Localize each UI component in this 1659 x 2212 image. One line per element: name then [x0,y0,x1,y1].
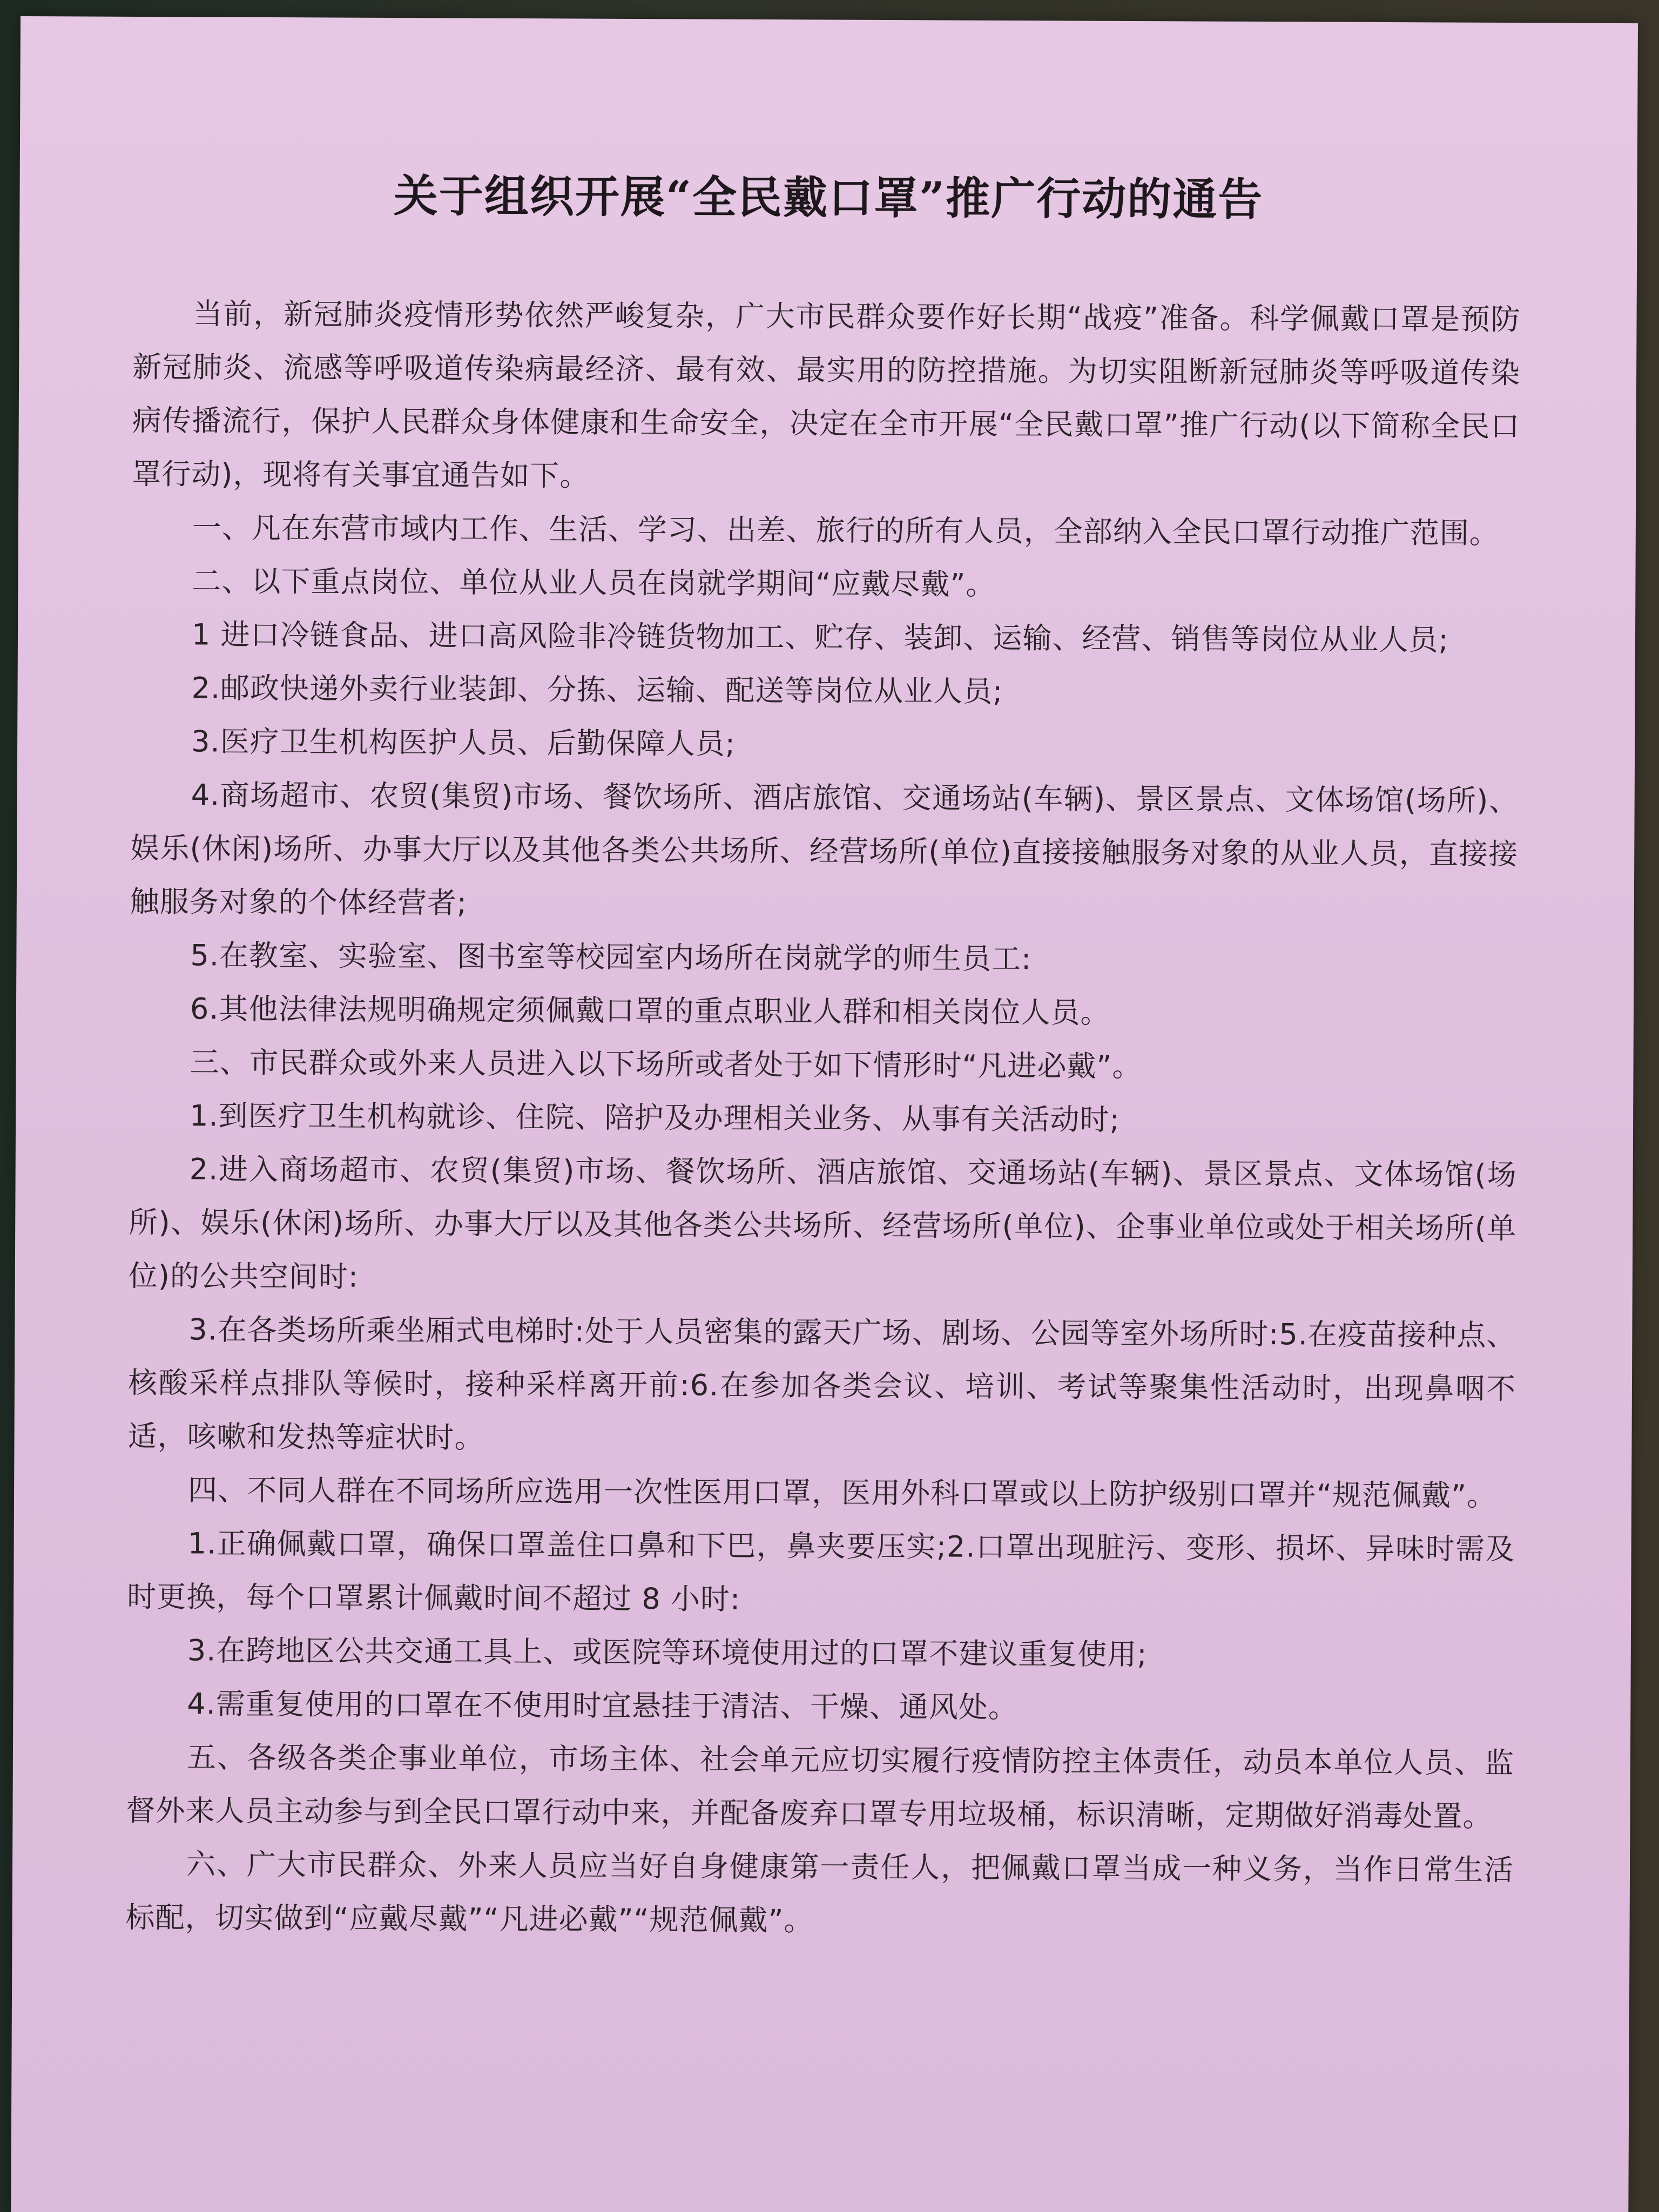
paragraph-intro: 当前，新冠肺炎疫情形势依然严峻复杂，广大市民群众要作好长期“战疫”准备。科学佩戴口罩是预防新冠肺炎、流感等呼吸道传染病最经济、最有效、最实用的防控措施。为切实阻断新冠肺炎等呼吸道传染病传播流行，保护人民群众身体健康和生命安全，决定在全市开展“全民戴口罩”推广行动(以下简称全民口罩行动)，现将有关事宜通告如下。 [132,296,1521,493]
notice-paper [11,16,1638,2212]
list-item: 1 进口冷链食品、进口高风险非冷链货物加工、贮存、装卸、运输、经营、销售等岗位从业人员; [191,617,1449,657]
list-item: 4.需重复使用的口罩在不使用时宜悬挂于清洁、干燥、通风处。 [187,1687,1019,1725]
paragraph-section-2: 二、以下重点岗位、单位从业人员在岗就学期间“应戴尽戴”。 [192,564,996,602]
paragraph-section-3: 三、市民群众或外来人员进入以下场所或者处于如下情形时“凡进必戴”。 [190,1045,1142,1084]
list-item: 3.医疗卫生机构医护人员、后勤保障人员; [191,724,736,761]
list-item: 4.商场超市、农贸(集贸)市场、餐饮场所、酒店旅馆、交通场站(车辆)、景区景点、文体场馆(场所)、娱乐(休闲)场所、办事大厅以及其他各类公共场所、经营场所(单位)直接接触服务对象的从业人员，直接接触服务对象的个体经营者; [130,778,1519,920]
paragraph-section-1: 一、凡在东营市域内工作、生活、学习、出差、旅行的所有人员，全部纳入全民口罩行动推广范围。 [192,510,1499,550]
list-item: 3.在各类场所乘坐厢式电梯时:处于人员密集的露天广场、剧场、公园等室外场所时:5.在疫苗接种点、核酸采样点排队等候时，接种采样离开前:6.在参加各类会议、培训、考试等聚集性活动时，出现鼻咽不适，咳嗽和发热等症状时。 [127,1312,1516,1455]
paragraph-section-5: 五、各级各类企事业单位，市场主体、社会单元应切实履行疫情防控主体责任，动员本单位人员、监督外来人员主动参与到全民口罩行动中来，并配备废弃口罩专用垃圾桶，标识清晰，定期做好消毒处置。 [126,1740,1515,1833]
list-item: 5.在教室、实验室、图书室等校园室内场所在岗就学的师生员工: [190,938,1032,976]
list-item: 3.在跨地区公共交通工具上、或医院等环境使用过的口罩不建议重复使用; [187,1633,1148,1672]
notice-title: 关于组织开展“全民戴口罩”推广行动的通告 [393,170,1264,226]
list-item: 2.邮政快递外卖行业装卸、分拣、运输、配送等岗位从业人员; [191,671,1003,709]
list-item: 6.其他法律法规明确规定须佩戴口罩的重点职业人群和相关岗位人员。 [190,992,1110,1030]
notice-body [125,287,1520,1950]
list-item: 2.进入商场超市、农贸(集贸)市场、餐饮场所、酒店旅馆、交通场站(车辆)、景区景点、文体场馆(场所)、娱乐(休闲)场所、办事大厅以及其他各类公共场所、经营场所(单位)、企事业单位或处于相关场所(单位)的公共空间时: [128,1152,1517,1294]
list-item: 1.到医疗卫生机构就诊、住院、陪护及办理相关业务、从事有关活动时; [189,1098,1120,1137]
paragraph-section-6: 六、广大市民群众、外来人员应当好自身健康第一责任人，把佩戴口罩当成一种义务，当作日常生活标配，切实做到“应戴尽戴”“凡进必戴”“规范佩戴”。 [125,1847,1514,1938]
list-item: 1.正确佩戴口罩，确保口罩盖住口鼻和下巴，鼻夹要压实;2.口罩出现脏污、变形、损坏、异味时需及时更换，每个口罩累计佩戴时间不超过 8 小时: [127,1526,1515,1616]
paragraph-section-4: 四、不同人群在不同场所应选用一次性医用口罩，医用外科口罩或以上防护级别口罩并“规范佩戴”。 [187,1473,1497,1513]
